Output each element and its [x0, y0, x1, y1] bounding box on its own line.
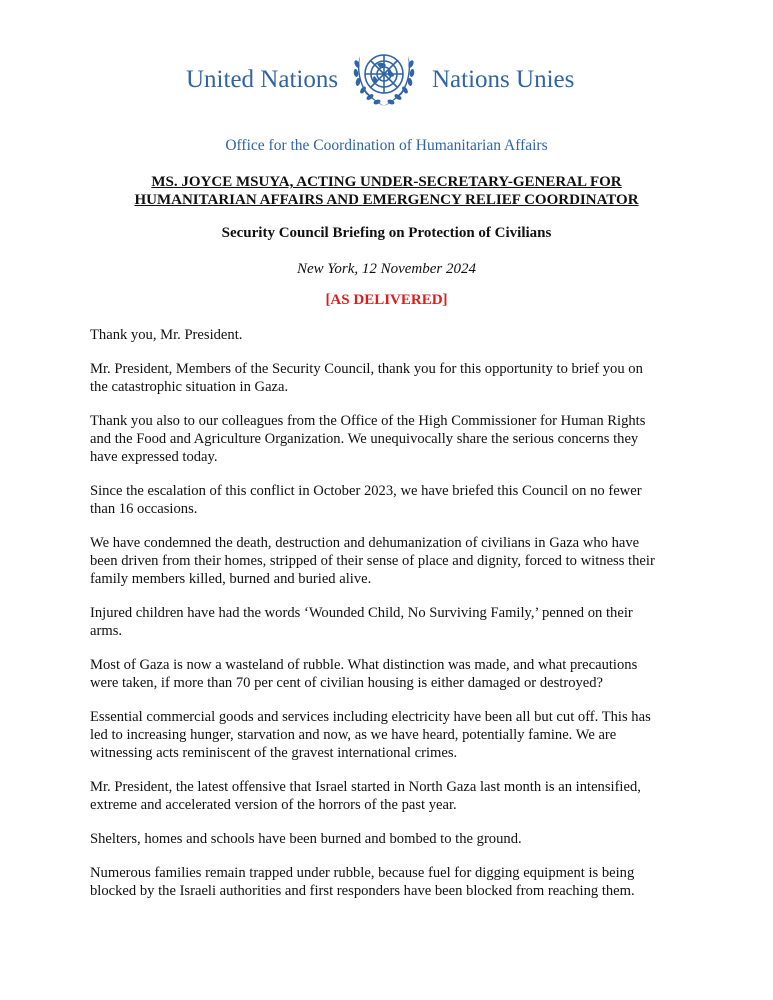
speech-body	[90, 326, 690, 916]
briefing-title: Security Council Briefing on Protection of Civilians	[221, 225, 552, 241]
paragraph-line: Mr. President, the latest offensive that Israel started in North Gaza last month is an intensified,	[90, 779, 641, 795]
org-name-french: Nations Unies	[432, 66, 575, 93]
paragraph-line: have expressed today.	[90, 449, 218, 465]
delivery-note: [AS DELIVERED]	[325, 292, 448, 308]
letterhead	[0, 40, 773, 120]
speech-paragraph	[90, 326, 690, 344]
paragraph-line: Shelters, homes and schools have been burned and bombed to the ground.	[90, 831, 522, 847]
paragraph-line: Thank you, Mr. President.	[90, 327, 243, 343]
paragraph-line: led to increasing hunger, starvation and now, as we have heard, potentially famine. We are	[90, 727, 617, 743]
speech-paragraph	[90, 360, 690, 396]
paragraph-line: been driven from their homes, stripped of their sense of place and dignity, forced to witness their	[90, 553, 655, 569]
paragraph-line: the catastrophic situation in Gaza.	[90, 379, 289, 395]
speech-paragraph	[90, 534, 690, 588]
paragraph-line: were taken, if more than 70 per cent of civilian housing is either damaged or destroyed?	[90, 675, 604, 691]
paragraph-line: Most of Gaza is now a wasteland of rubble. What distinction was made, and what precautions	[90, 657, 638, 673]
paragraph-line: and the Food and Agriculture Organization. We unequivocally share the serious concerns they	[90, 431, 639, 447]
paragraph-line: Numerous families remain trapped under rubble, because fuel for digging equipment is being	[90, 865, 635, 881]
org-name-english: United Nations	[186, 66, 339, 93]
speech-paragraph	[90, 864, 690, 900]
paragraph-line: family members killed, burned and buried alive.	[90, 571, 372, 587]
speech-paragraph	[90, 778, 690, 814]
speech-paragraph	[90, 604, 690, 640]
paragraph-line: We have condemned the death, destruction and dehumanization of civilians in Gaza who have	[90, 535, 640, 551]
paragraph-line: Injured children have had the words ‘Wounded Child, No Surviving Family,’ penned on their	[90, 605, 633, 621]
speech-paragraph	[90, 708, 690, 762]
paragraph-line: extreme and accelerated version of the horrors of the past year.	[90, 797, 457, 813]
paragraph-line: Mr. President, Members of the Security Council, thank you for this opportunity to brief you on	[90, 361, 643, 377]
paragraph-line: Essential commercial goods and services including electricity have been all but cut off. This has	[90, 709, 651, 725]
un-emblem-icon	[344, 40, 424, 112]
office-name: Office for the Coordination of Humanitarian Affairs	[225, 137, 548, 154]
official-heading-line-2: HUMANITARIAN AFFAIRS AND EMERGENCY RELIEF COORDINATOR	[134, 192, 639, 208]
speech-paragraph	[90, 412, 690, 466]
paragraph-line: arms.	[90, 623, 123, 639]
official-heading-line-1: MS. JOYCE MSUYA, ACTING UNDER-SECRETARY-GENERAL FOR	[151, 174, 622, 190]
speech-paragraph	[90, 482, 690, 518]
location-date: New York, 12 November 2024	[296, 261, 477, 277]
paragraph-line: blocked by the Israeli authorities and first responders have been blocked from reaching them.	[90, 883, 635, 899]
speech-paragraph	[90, 656, 690, 692]
official-heading	[0, 173, 773, 209]
paragraph-line: Since the escalation of this conflict in October 2023, we have briefed this Council on no fewer	[90, 483, 642, 499]
paragraph-line: Thank you also to our colleagues from the Office of the High Commissioner for Human Rights	[90, 413, 646, 429]
paragraph-line: than 16 occasions.	[90, 501, 198, 517]
paragraph-line: witnessing acts reminiscent of the gravest international crimes.	[90, 745, 458, 761]
speech-paragraph	[90, 830, 690, 848]
